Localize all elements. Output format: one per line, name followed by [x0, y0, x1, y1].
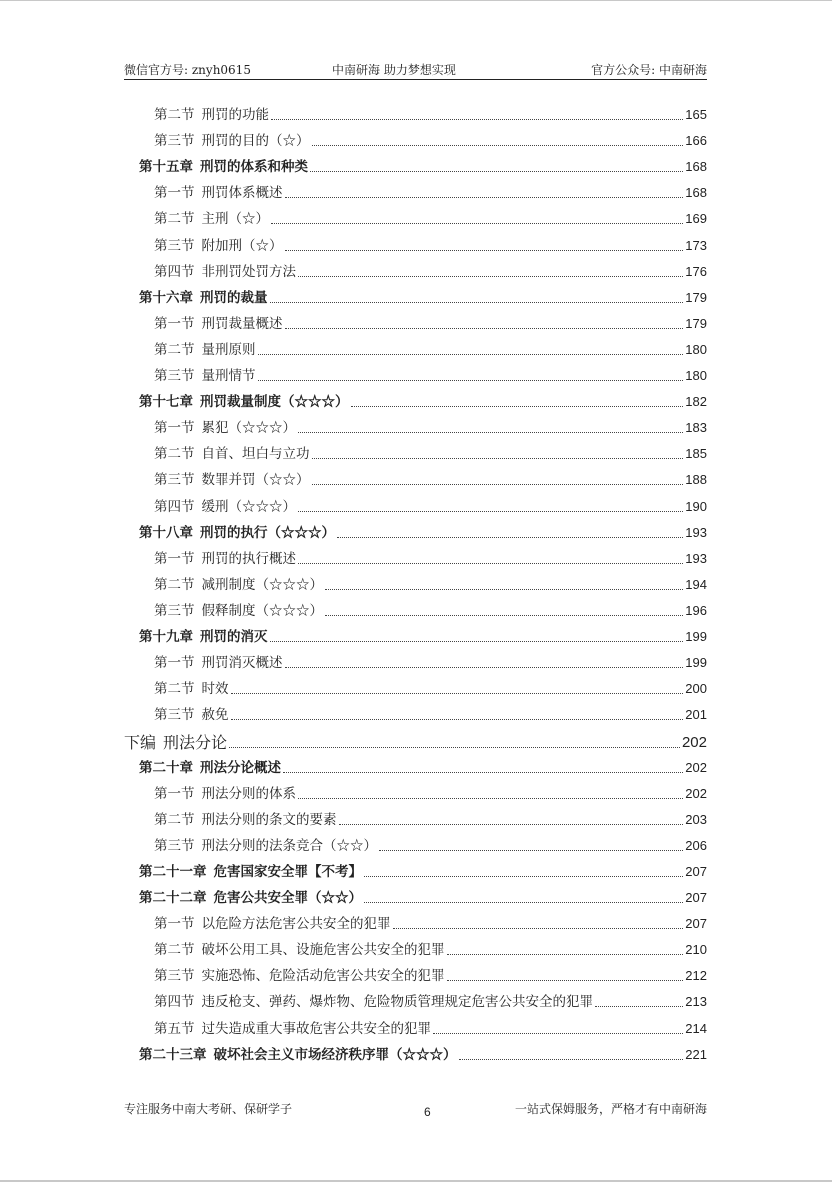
toc-entry-title: 量刑情节	[201, 368, 256, 384]
toc-entry-section[interactable]	[154, 181, 707, 203]
toc-entry-section[interactable]	[154, 442, 707, 464]
toc-entry-number: 第四节	[154, 994, 195, 1010]
toc-dot-leader	[351, 398, 684, 407]
toc-dot-leader	[285, 189, 684, 198]
toc-entry-title: 量刑原则	[201, 342, 256, 358]
toc-dot-leader	[364, 894, 683, 903]
toc-entry-section[interactable]	[154, 495, 707, 517]
toc-entry-title: 刑罚的裁量	[200, 290, 268, 306]
toc-entry-page-number: 169	[685, 211, 707, 226]
toc-entry-page-number: 199	[685, 629, 707, 644]
toc-dot-leader	[595, 998, 683, 1007]
toc-entry-page-number: 213	[685, 994, 707, 1009]
toc-entry-chapter[interactable]	[139, 390, 707, 412]
toc-entry-page-number: 199	[685, 655, 707, 670]
toc-entry-title: 过失造成重大事故危害公共安全的犯罪	[201, 1021, 431, 1037]
toc-entry-number: 第二节	[154, 211, 195, 227]
footer-right-text: 一站式保姆服务，严格才有中南研海	[514, 1102, 707, 1116]
toc-entry-section[interactable]	[154, 964, 707, 986]
toc-entry-title: 刑法分则的条文的要素	[201, 812, 337, 828]
toc-entry-page-number: 168	[685, 159, 707, 174]
toc-entry-number: 第三节	[154, 707, 195, 723]
toc-dot-leader	[447, 946, 684, 955]
toc-entry-page-number: 207	[685, 916, 707, 931]
toc-entry-chapter[interactable]	[139, 756, 707, 778]
toc-entry-title: 刑罚的执行（☆☆☆）	[200, 525, 335, 541]
toc-entry-title: 刑罚的目的（☆）	[201, 133, 310, 149]
toc-dot-leader	[312, 450, 684, 459]
toc-entry-number: 第三节	[154, 238, 195, 254]
toc-entry-title: 减刑制度（☆☆☆）	[201, 577, 323, 593]
toc-entry-section[interactable]	[154, 573, 707, 595]
toc-entry-page-number: 180	[685, 342, 707, 357]
toc-entry-number: 第一节	[154, 655, 195, 671]
toc-entry-page-number: 201	[685, 707, 707, 722]
header-left-text: 微信官方号: znyh0615	[124, 63, 251, 77]
toc-entry-section[interactable]	[154, 312, 707, 334]
toc-entry-section[interactable]	[154, 808, 707, 830]
toc-entry-page-number: 202	[685, 786, 707, 801]
toc-dot-leader	[285, 320, 684, 329]
toc-dot-leader	[231, 685, 684, 694]
toc-entry-number: 第一节	[154, 185, 195, 201]
toc-dot-leader	[298, 268, 683, 277]
toc-dot-leader	[298, 555, 683, 564]
footer-left-text: 专注服务中南大考研、保研学子	[124, 1102, 293, 1116]
toc-entry-number: 第一节	[154, 316, 195, 332]
toc-entry-title: 刑罚裁量概述	[201, 316, 283, 332]
toc-entry-page-number: 212	[685, 968, 707, 983]
toc-entry-number: 第一节	[154, 786, 195, 802]
toc-entry-section[interactable]	[154, 234, 707, 256]
toc-entry-number: 第三节	[154, 133, 195, 149]
toc-entry-number: 第十七章	[139, 394, 193, 410]
toc-entry-page-number: 203	[685, 812, 707, 827]
page-footer	[124, 1100, 707, 1118]
toc-entry-page-number: 173	[685, 238, 707, 253]
toc-entry-title: 累犯（☆☆☆）	[201, 420, 296, 436]
toc-entry-title: 缓刑（☆☆☆）	[201, 499, 296, 515]
toc-dot-leader	[298, 424, 683, 433]
toc-entry-page-number: 206	[685, 838, 707, 853]
footer-page-number: 6	[424, 1105, 431, 1119]
toc-entry-title: 破坏社会主义市场经济秩序罪（☆☆☆）	[213, 1047, 457, 1063]
toc-entry-number: 第十九章	[139, 629, 193, 645]
toc-entry-number: 第二节	[154, 942, 195, 958]
toc-entry-title: 以危险方法危害公共安全的犯罪	[201, 916, 391, 932]
toc-entry-number: 第二节	[154, 577, 195, 593]
toc-entry-section[interactable]	[154, 207, 707, 229]
toc-dot-leader	[310, 163, 683, 172]
toc-dot-leader	[231, 711, 684, 720]
toc-entry-page-number: 168	[685, 185, 707, 200]
toc-entry-page-number: 200	[685, 681, 707, 696]
toc-entry-page-number: 193	[685, 525, 707, 540]
toc-entry-page-number: 185	[685, 446, 707, 461]
toc-entry-section[interactable]	[154, 547, 707, 569]
toc-entry-number: 第四节	[154, 499, 195, 515]
toc-entry-number: 第三节	[154, 603, 195, 619]
toc-entry-section[interactable]	[154, 703, 707, 725]
toc-entry-page-number: 202	[681, 734, 707, 751]
toc-entry-title: 时效	[201, 681, 229, 697]
toc-entry-section[interactable]	[154, 260, 707, 282]
toc-entry-page-number: 190	[685, 499, 707, 514]
toc-entry-title: 破坏公用工具、设施危害公共安全的犯罪	[201, 942, 445, 958]
toc-dot-leader	[364, 868, 683, 877]
toc-entry-section[interactable]	[154, 912, 707, 934]
toc-entry-page-number: 182	[685, 394, 707, 409]
toc-entry-number: 第三节	[154, 968, 195, 984]
toc-entry-title: 刑法分论概述	[200, 760, 281, 776]
toc-entry-title: 刑法分论	[163, 733, 228, 752]
toc-entry-number: 第三节	[154, 368, 195, 384]
toc-entry-number: 第三节	[154, 838, 195, 854]
toc-entry-title: 刑罚的体系和种类	[200, 159, 308, 175]
toc-entry-title: 假释制度（☆☆☆）	[201, 603, 323, 619]
toc-entry-title: 刑罚体系概述	[201, 185, 283, 201]
toc-dot-leader	[459, 1051, 684, 1060]
header-center-text: 中南研海 助力梦想实现	[332, 63, 456, 77]
toc-entry-page-number: 202	[685, 760, 707, 775]
page-header	[124, 61, 707, 79]
toc-dot-leader	[379, 842, 683, 851]
toc-entry-chapter[interactable]	[139, 286, 707, 308]
toc-entry-page-number: 166	[685, 133, 707, 148]
toc-entry-section[interactable]	[154, 364, 707, 386]
toc-entry-number: 第五节	[154, 1021, 195, 1037]
toc-entry-page-number: 194	[685, 577, 707, 592]
toc-entry-number: 第二十二章	[139, 890, 207, 906]
toc-entry-section[interactable]	[154, 1017, 707, 1039]
toc-entry-number: 第二节	[154, 446, 195, 462]
toc-entry-title: 附加刑（☆）	[201, 238, 283, 254]
toc-entry-section[interactable]	[154, 416, 707, 438]
toc-entry-page-number: 180	[685, 368, 707, 383]
toc-entry-title: 主刑（☆）	[201, 211, 269, 227]
toc-entry-page-number: 214	[685, 1021, 707, 1036]
toc-entry-number: 第三节	[154, 472, 195, 488]
header-divider	[124, 79, 707, 80]
toc-entry-page-number: 221	[685, 1047, 707, 1062]
toc-entry-number: 第二节	[154, 681, 195, 697]
toc-dot-leader	[298, 790, 683, 799]
page-top-edge	[0, 0, 832, 1]
toc-entry-section[interactable]	[154, 990, 707, 1012]
toc-entry-chapter[interactable]	[139, 521, 707, 543]
toc-entry-title: 刑罚裁量制度（☆☆☆）	[200, 394, 349, 410]
toc-entry-title: 刑罚消灭概述	[201, 655, 283, 671]
toc-entry-title: 数罪并罚（☆☆）	[201, 472, 310, 488]
toc-dot-leader	[285, 242, 684, 251]
toc-entry-number: 第一节	[154, 420, 195, 436]
toc-entry-title: 自首、坦白与立功	[201, 446, 310, 462]
toc-entry-title: 违反枪支、弹药、爆炸物、危险物质管理规定危害公共安全的犯罪	[201, 994, 593, 1010]
toc-entry-page-number: 183	[685, 420, 707, 435]
toc-entry-title: 刑法分则的体系	[201, 786, 296, 802]
toc-entry-number: 第十五章	[139, 159, 193, 175]
toc-entry-section[interactable]	[154, 938, 707, 960]
toc-dot-leader	[258, 372, 684, 381]
toc-entry-number: 第十八章	[139, 525, 193, 541]
toc-dot-leader	[325, 607, 683, 616]
toc-entry-title: 赦免	[201, 707, 229, 723]
toc-dot-leader	[270, 633, 684, 642]
toc-entry-section[interactable]	[154, 338, 707, 360]
toc-entry-page-number: 176	[685, 264, 707, 279]
toc-dot-leader	[270, 294, 684, 303]
toc-dot-leader	[271, 215, 683, 224]
toc-entry-chapter[interactable]	[139, 625, 707, 647]
toc-entry-number: 第二节	[154, 812, 195, 828]
toc-dot-leader	[447, 972, 684, 981]
toc-dot-leader	[283, 764, 683, 773]
toc-entry-number: 第二十一章	[139, 864, 207, 880]
toc-entry-page-number: 196	[685, 603, 707, 618]
toc-entry-section[interactable]	[154, 834, 707, 856]
toc-entry-number: 第二十章	[139, 760, 193, 776]
toc-entry-page-number: 207	[685, 890, 707, 905]
toc-dot-leader	[298, 503, 683, 512]
toc-dot-leader	[339, 816, 684, 825]
toc-entry-title: 危害国家安全罪【不考】	[213, 864, 362, 880]
toc-entry-section[interactable]	[154, 468, 707, 490]
toc-entry-section[interactable]	[154, 782, 707, 804]
toc-dot-leader	[312, 137, 684, 146]
toc-dot-leader	[271, 111, 683, 120]
toc-dot-leader	[312, 476, 684, 485]
toc-entry-number: 第一节	[154, 916, 195, 932]
toc-entry-chapter[interactable]	[139, 860, 707, 882]
toc-entry-part[interactable]	[124, 729, 707, 753]
toc-entry-section[interactable]	[154, 599, 707, 621]
toc-dot-leader	[393, 920, 684, 929]
toc-entry-chapter[interactable]	[139, 886, 707, 908]
toc-dot-leader	[433, 1025, 683, 1034]
toc-dot-leader	[337, 529, 683, 538]
toc-entry-title: 刑法分则的法条竞合（☆☆）	[201, 838, 377, 854]
toc-entry-number: 第十六章	[139, 290, 193, 306]
toc-entry-title: 实施恐怖、危险活动危害公共安全的犯罪	[201, 968, 445, 984]
toc-entry-title: 刑罚的功能	[201, 107, 269, 123]
toc-entry-page-number: 207	[685, 864, 707, 879]
toc-entry-section[interactable]	[154, 129, 707, 151]
toc-entry-section[interactable]	[154, 103, 707, 125]
toc-entry-title: 刑罚的执行概述	[201, 551, 296, 567]
toc-dot-leader	[285, 659, 684, 668]
toc-entry-section[interactable]	[154, 651, 707, 673]
toc-entry-number: 下编	[124, 733, 157, 752]
toc-entry-page-number: 179	[685, 290, 707, 305]
toc-entry-number: 第四节	[154, 264, 195, 280]
toc-entry-page-number: 165	[685, 107, 707, 122]
toc-dot-leader	[229, 739, 680, 748]
header-right-text: 官方公众号: 中南研海	[591, 63, 707, 77]
toc-entry-chapter[interactable]	[139, 1043, 707, 1065]
toc-entry-page-number: 193	[685, 551, 707, 566]
toc-entry-title: 危害公共安全罪（☆☆）	[213, 890, 362, 906]
toc-entry-page-number: 188	[685, 472, 707, 487]
toc-entry-title: 非刑罚处罚方法	[201, 264, 296, 280]
toc-dot-leader	[325, 581, 683, 590]
toc-entry-chapter[interactable]	[139, 155, 707, 177]
toc-entry-section[interactable]	[154, 677, 707, 699]
toc-entry-page-number: 210	[685, 942, 707, 957]
toc-entry-number: 第二十三章	[139, 1047, 207, 1063]
toc-entry-number: 第二节	[154, 107, 195, 123]
toc-entry-title: 刑罚的消灭	[200, 629, 268, 645]
toc-entry-number: 第二节	[154, 342, 195, 358]
toc-entry-number: 第一节	[154, 551, 195, 567]
toc-dot-leader	[258, 346, 684, 355]
toc-entry-page-number: 179	[685, 316, 707, 331]
